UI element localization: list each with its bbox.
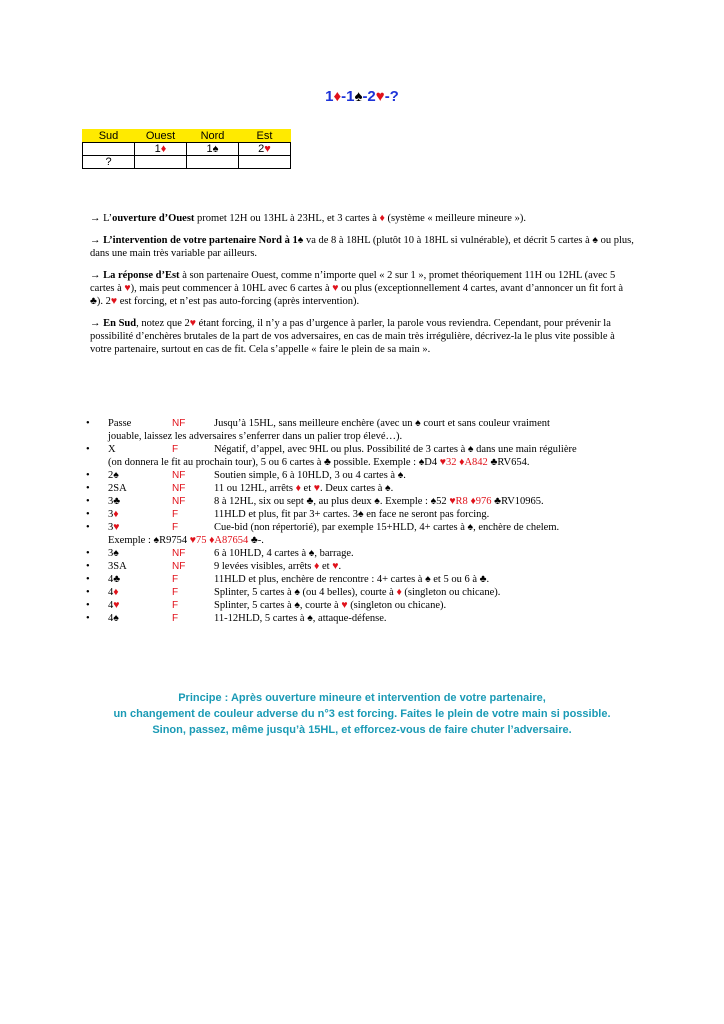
heart-icon: ♥ bbox=[375, 88, 385, 105]
force-label: F bbox=[172, 574, 179, 585]
club-holding: ♣RV654. bbox=[490, 457, 530, 468]
force-label: F bbox=[172, 600, 179, 611]
header-sud: Sud bbox=[83, 130, 135, 143]
diamond-icon: ♦ bbox=[314, 561, 320, 572]
title-text: 1 bbox=[325, 88, 334, 105]
bullet-icon: • bbox=[86, 613, 90, 624]
bid-list bbox=[86, 417, 642, 625]
text: L’intervention de votre partenaire Nord à 1 bbox=[100, 235, 298, 246]
bidding-table bbox=[82, 129, 291, 169]
header-nord: Nord bbox=[187, 130, 239, 143]
text: (système « meilleure mineure »). bbox=[384, 213, 526, 224]
page-title bbox=[0, 88, 724, 105]
bullet-icon: • bbox=[86, 483, 90, 494]
bid-label: 3♣ bbox=[108, 496, 121, 507]
bid-label: 3♠ bbox=[108, 548, 119, 559]
bid-description: Soutien simple, 6 à 10HLD, 3 ou 4 cartes à ♠. bbox=[214, 470, 406, 481]
text: . Deux cartes à ♠. bbox=[319, 483, 394, 494]
bid-description: Jusqu’à 15HL, sans meilleure enchère (avec un ♠ court et sans couleur vraiment bbox=[214, 418, 550, 429]
text: 3 bbox=[108, 509, 114, 520]
text: et bbox=[319, 561, 333, 572]
spade-icon: ♠ bbox=[592, 235, 598, 246]
bid-label: 3SA bbox=[108, 561, 127, 572]
list-item bbox=[86, 547, 642, 560]
force-label: F bbox=[172, 509, 179, 520]
bid-description-cont bbox=[108, 456, 642, 469]
text: Exemple : ♠R9754 bbox=[108, 535, 190, 546]
text: va de 8 à 18HL (plutôt 10 à 18HL si vulnérable), et décrit 5 cartes à bbox=[303, 235, 593, 246]
bid-description: 11HLD et plus, fit par 3+ cartes. 3♠ en face ne seront pas forcing. bbox=[214, 509, 490, 520]
heart-icon: ♥ bbox=[332, 283, 339, 294]
cell-text: 2 bbox=[258, 143, 265, 155]
text: 8 à 12HL, six ou sept ♣, au plus deux ♠. Exemple : ♠52 bbox=[214, 496, 450, 507]
heart-icon: ♥ bbox=[264, 143, 271, 155]
text: promet 12H ou 13HL à 23HL, et 3 cartes à bbox=[194, 213, 380, 224]
header-ouest: Ouest bbox=[135, 130, 187, 143]
table-cell bbox=[187, 143, 239, 156]
text: à son partenaire Ouest, comme n’importe quel « 2 sur 1 », promet théoriquement 11H ou 12HL (avec 5 cartes à bbox=[90, 270, 616, 294]
text: 3 bbox=[108, 522, 114, 533]
diamond-holding: ♦A87654 bbox=[209, 535, 251, 546]
bid-description bbox=[214, 586, 642, 599]
text: ouverture d’Ouest bbox=[112, 213, 195, 224]
title-text: -1 bbox=[341, 88, 355, 105]
list-item bbox=[86, 443, 642, 456]
bullet-icon: • bbox=[86, 548, 90, 559]
table-cell bbox=[135, 156, 187, 169]
diamond-icon: ♦ bbox=[295, 483, 301, 494]
force-label: F bbox=[172, 587, 179, 598]
heart-icon: ♥ bbox=[313, 483, 320, 494]
diamond-icon: ♦ bbox=[160, 143, 167, 155]
list-item bbox=[86, 612, 642, 625]
text: , notez que 2 bbox=[136, 318, 190, 329]
list-item bbox=[86, 560, 642, 573]
header-est: Est bbox=[239, 130, 291, 143]
bid-label: 2SA bbox=[108, 483, 127, 494]
list-item bbox=[86, 573, 642, 586]
bid-description bbox=[214, 482, 642, 495]
principle-line: Sinon, passez, même jusqu’à 15HL, et efforcez-vous de faire chuter l’adversaire. bbox=[152, 724, 572, 736]
bid-label: 4♠ bbox=[108, 613, 119, 624]
bullet-icon: • bbox=[86, 444, 90, 455]
bid-description bbox=[214, 495, 642, 508]
text: La réponse d’Est bbox=[100, 270, 180, 281]
cell-text: 1 bbox=[206, 143, 213, 155]
bullet-icon: • bbox=[86, 600, 90, 611]
bid-description: 11HLD et plus, enchère de rencontre : 4+ cartes à ♠ et 5 ou 6 à ♣. bbox=[214, 574, 490, 585]
heart-holding: ♥32 bbox=[439, 457, 460, 468]
heart-holding: ♥75 bbox=[189, 535, 210, 546]
paragraph-intervention bbox=[90, 234, 638, 260]
heart-holding: ♥R8 bbox=[449, 496, 471, 507]
list-item bbox=[86, 586, 642, 599]
bid-label bbox=[108, 599, 119, 612]
diamond-icon: ♦ bbox=[113, 509, 119, 520]
table-cell bbox=[83, 143, 135, 156]
bid-label: Passe bbox=[108, 418, 132, 429]
table-cell bbox=[135, 143, 187, 156]
text: Splinter, 5 cartes à ♠, courte à bbox=[214, 600, 342, 611]
table-cell: ? bbox=[83, 156, 135, 169]
force-label: NF bbox=[172, 470, 186, 481]
table-cell bbox=[187, 156, 239, 169]
text: L’ bbox=[100, 213, 113, 224]
arrow-icon: → bbox=[90, 270, 101, 281]
spade-icon: ♠ bbox=[354, 88, 363, 105]
bid-description bbox=[214, 560, 642, 573]
bid-description: 6 à 10HLD, 4 cartes à ♠, barrage. bbox=[214, 548, 354, 559]
diamond-icon: ♦ bbox=[379, 213, 385, 224]
bid-description-cont: jouable, laissez les adversaires s’enferrer dans un palier trop élevé…). bbox=[108, 431, 403, 442]
bid-description-cont bbox=[108, 534, 642, 547]
table-row bbox=[83, 156, 291, 169]
text: étant forcing, il n’y a pas d’urgence à parler, la parole vous reviendra. Cependant, pour prévenir la possibilité d’enchères brutales de la part de vos adversaires, en cas de main très irrégulière, décrivez-la le plus vite possible à votre partenaire, surtout en cas de fit. Cela s’appelle « faire le plein de sa main ». bbox=[90, 318, 615, 355]
force-label: F bbox=[172, 444, 179, 455]
spade-icon: ♠ bbox=[297, 235, 304, 246]
title-text: -? bbox=[384, 88, 399, 105]
list-item bbox=[86, 495, 642, 508]
force-label: NF bbox=[172, 548, 186, 559]
bullet-icon: • bbox=[86, 470, 90, 481]
bid-description: Négatif, d’appel, avec 9HL ou plus. Possibilité de 3 cartes à ♠ dans une main régulière bbox=[214, 444, 577, 455]
paragraph-south bbox=[90, 317, 638, 356]
bullet-icon: • bbox=[86, 574, 90, 585]
arrow-icon: → bbox=[90, 235, 101, 246]
force-label: F bbox=[172, 522, 179, 533]
list-item bbox=[86, 599, 642, 612]
principle-line: un changement de couleur adverse du n°3 est forcing. Faites le plein de votre main si possible. bbox=[113, 708, 611, 720]
bid-label: X bbox=[108, 444, 116, 455]
bid-label bbox=[108, 508, 119, 521]
diamond-icon: ♦ bbox=[396, 587, 402, 598]
list-item bbox=[86, 417, 642, 430]
table-header-row bbox=[83, 130, 291, 143]
text: 4 bbox=[108, 587, 114, 598]
text: . bbox=[338, 561, 342, 572]
bid-label bbox=[108, 586, 119, 599]
list-item bbox=[86, 469, 642, 482]
heart-icon: ♥ bbox=[189, 318, 197, 329]
text: 11 ou 12HL, arrêts bbox=[214, 483, 296, 494]
diamond-icon: ♦ bbox=[113, 587, 119, 598]
principle-line: Principe : Après ouverture mineure et intervention de votre partenaire, bbox=[178, 692, 546, 704]
heart-icon: ♥ bbox=[110, 296, 118, 307]
text: (singleton ou chicane). bbox=[401, 587, 501, 598]
heart-icon: ♥ bbox=[341, 600, 348, 611]
text: 4 bbox=[108, 600, 114, 611]
table-row bbox=[83, 143, 291, 156]
text: est forcing, et n’est pas auto-forcing (après intervention). bbox=[117, 296, 360, 307]
text: ou plus (exceptionnellement 4 cartes, avant d’annoncer un fit fort à bbox=[338, 283, 624, 294]
force-label: NF bbox=[172, 561, 186, 572]
club-icon: ♣ bbox=[90, 296, 97, 307]
list-item bbox=[86, 508, 642, 521]
text: ). 2 bbox=[96, 296, 111, 307]
table-cell bbox=[239, 156, 291, 169]
bullet-icon: • bbox=[86, 522, 90, 533]
heart-icon: ♥ bbox=[113, 600, 120, 611]
diamond-holding: ♦976 bbox=[470, 496, 495, 507]
text: (singleton ou chicane). bbox=[347, 600, 447, 611]
force-label: F bbox=[172, 613, 179, 624]
table-cell bbox=[239, 143, 291, 156]
club-holding: ♣-. bbox=[250, 535, 264, 546]
text: 9 levées visibles, arrêts bbox=[214, 561, 315, 572]
principle-box bbox=[60, 690, 664, 738]
heart-icon: ♥ bbox=[113, 522, 120, 533]
bullet-icon: • bbox=[86, 561, 90, 572]
arrow-icon: → bbox=[90, 318, 101, 329]
bid-description: Cue-bid (non répertorié), par exemple 15+HLD, 4+ cartes à ♠, enchère de chelem. bbox=[214, 522, 560, 533]
force-label: NF bbox=[172, 496, 186, 507]
bid-description: 11-12HLD, 5 cartes à ♠, attaque-défense. bbox=[214, 613, 387, 624]
spade-icon: ♠ bbox=[212, 143, 219, 155]
bullet-icon: • bbox=[86, 496, 90, 507]
bid-label: 4♣ bbox=[108, 574, 121, 585]
club-holding: ♣RV10965. bbox=[494, 496, 544, 507]
cell-text: 1 bbox=[154, 143, 161, 155]
text: (on donnera le fit au prochain tour), 5 ou 6 cartes à ♣ possible. Exemple : ♠D4 bbox=[108, 457, 440, 468]
force-label: NF bbox=[172, 418, 186, 429]
bullet-icon: • bbox=[86, 418, 90, 429]
explanations bbox=[90, 212, 638, 365]
diamond-icon: ♦ bbox=[333, 88, 342, 105]
heart-icon: ♥ bbox=[124, 283, 131, 294]
bid-label: 2♠ bbox=[108, 470, 119, 481]
force-label: NF bbox=[172, 483, 186, 494]
text: Splinter, 5 cartes à ♠ (ou 4 belles), courte à bbox=[214, 587, 397, 598]
arrow-icon: → bbox=[90, 213, 101, 224]
list-item bbox=[86, 521, 642, 534]
bid-label bbox=[108, 521, 119, 534]
bullet-icon: • bbox=[86, 509, 90, 520]
text: ), mais peut commencer à 10HL avec 6 cartes à bbox=[130, 283, 333, 294]
text: En Sud bbox=[100, 318, 137, 329]
paragraph-opening bbox=[90, 212, 638, 225]
text: et bbox=[300, 483, 314, 494]
diamond-holding: ♦A842 bbox=[459, 457, 491, 468]
text: ou plus, dans une main très variable par ailleurs. bbox=[90, 235, 634, 259]
title-text: -2 bbox=[362, 88, 376, 105]
list-item bbox=[86, 482, 642, 495]
bid-description bbox=[214, 599, 642, 612]
paragraph-response bbox=[90, 269, 638, 308]
bullet-icon: • bbox=[86, 587, 90, 598]
heart-icon: ♥ bbox=[332, 561, 339, 572]
